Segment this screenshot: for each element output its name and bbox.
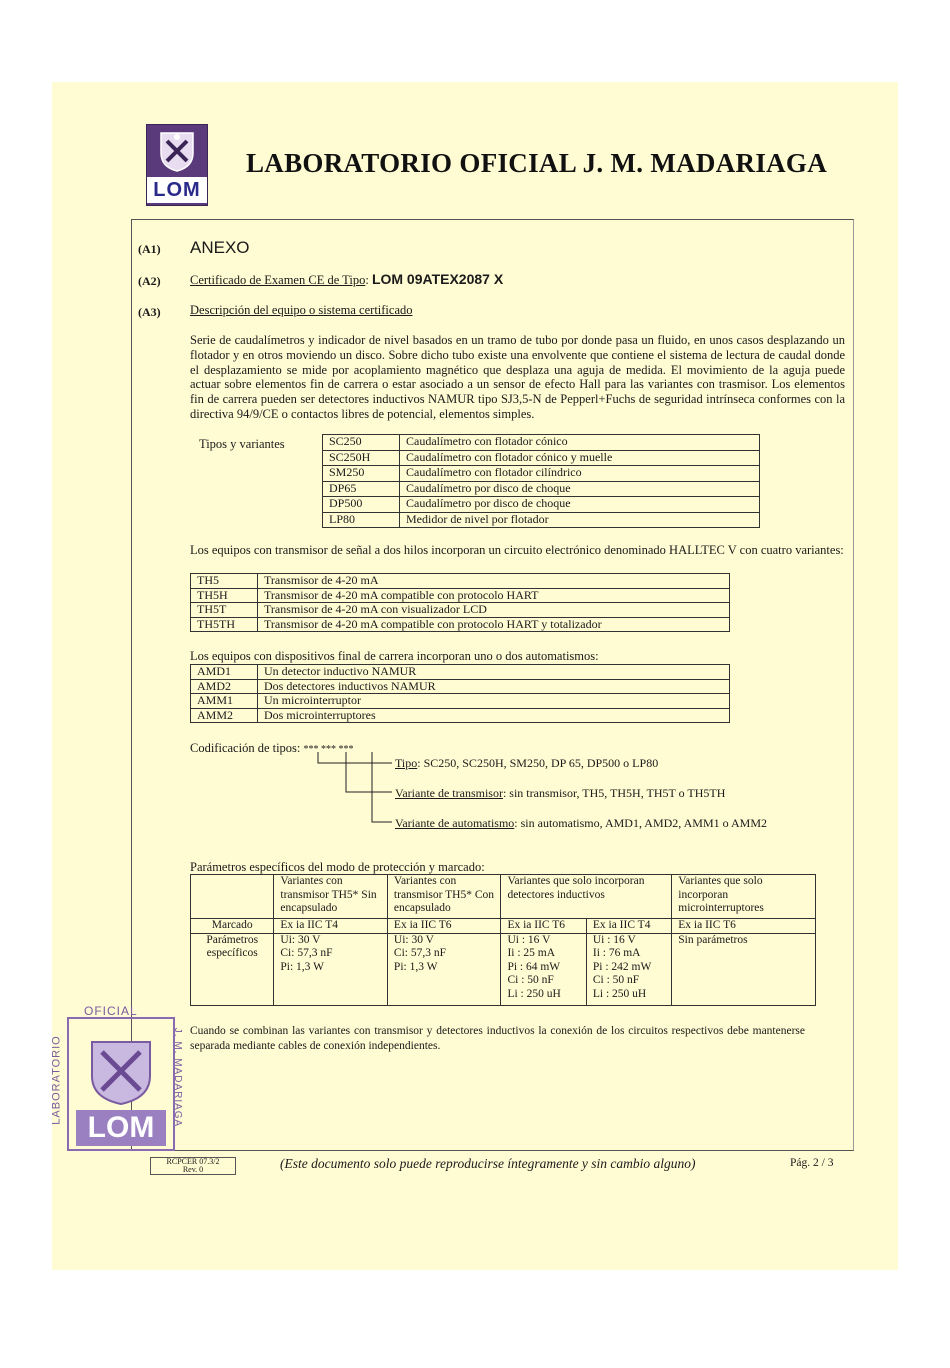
description-paragraph: Serie de caudalímetros y indicador de nivel basados en un tramo de tubo por donde pasa un fluido, en unos casos desplazando un flotador y en otros moviendo un disco. Sobre dicho tubo existe una envolvente que contiene el sistema de lectura de caudal donde el desplazamiento se mide por acoplamiento magnético que desplaza una aguja de medida. El movimiento de la aguja puede actuar sobre elementos fin de carrera o estar asociado a un sensor de efecto Hall para las variantes con trasmisor. Los elementos fin de carrera pueden ser detectores inductivos NAMUR tipo SJ3,5-N de Pepperl+Fuchs de seguridad intrínseca conformes con la directiva 94/9/CE o contactos libres de potencial, elementos simples.	[190, 333, 845, 421]
marcado-cell: Ex ia IIC T6	[387, 919, 501, 934]
param-value: Pi: 1,3 W	[393, 960, 438, 973]
footer-code	[150, 1157, 236, 1175]
description-heading: Descripción del equipo o sistema certificado	[190, 303, 413, 317]
param-value: Ui : 16 V	[507, 933, 551, 946]
table-row	[323, 450, 760, 466]
code-cell: TH5TH	[191, 617, 258, 632]
param-value: Li : 250 uH	[592, 987, 647, 1000]
marcado-cell: Ex ia IIC T6	[672, 919, 816, 934]
lom-logo	[146, 124, 208, 206]
param-value: Ii : 25 mA	[507, 947, 556, 959]
description-cell: Caudalímetro por disco de choque	[400, 497, 760, 513]
table-row	[191, 665, 730, 680]
head-cell: Variantes con transmisor TH5* Sin encapsulado	[274, 875, 388, 919]
code-cell: AMD2	[191, 679, 258, 694]
description-cell: Dos detectores inductivos NAMUR	[258, 679, 730, 694]
param-value: Li : 250 uH	[507, 987, 561, 1000]
param-value: Ui: 30 V	[393, 933, 434, 946]
certificate-number: LOM 09ATEX2087 X	[371, 271, 504, 287]
param-value: Ui: 30 V	[280, 933, 321, 946]
table-row	[323, 497, 760, 513]
description-cell: Transmisor de 4-20 mA	[258, 574, 730, 589]
section-a2-label: (A2)	[138, 274, 161, 288]
table-row	[323, 481, 760, 497]
footer-code-line: RCPCER 07.3/2	[166, 1157, 220, 1166]
head-cell: Variantes que solo incorporan detectores inductivos	[501, 875, 672, 919]
stamp-right-text: J. M. MADARIAGA	[172, 1027, 184, 1128]
transmisor-table	[190, 573, 730, 632]
description-cell: Dos microinterruptores	[258, 708, 730, 723]
section-a1-label: (A1)	[138, 242, 161, 256]
param-cell-4	[586, 933, 671, 1005]
marcado-label: Marcado	[191, 919, 274, 934]
code-cell: TH5H	[191, 588, 258, 603]
description-cell: Caudalímetro por disco de choque	[400, 481, 760, 497]
parametros-head-row	[191, 875, 816, 919]
footer-code-line: Rev. 0	[182, 1165, 204, 1174]
table-row	[191, 679, 730, 694]
codificacion-item-transmisor	[395, 786, 725, 801]
code-cell: DP500	[323, 497, 400, 513]
table-row	[191, 694, 730, 709]
codificacion-line	[190, 741, 354, 756]
logo-text: LOM	[147, 177, 207, 203]
param-cell-3	[501, 933, 586, 1005]
param-cell-1	[274, 933, 388, 1005]
stamp-top-text: OFICIAL	[84, 1004, 138, 1018]
item-text: : sin transmisor, TH5, TH5H, TH5T o TH5TH	[502, 786, 726, 800]
item-name: Tipo	[395, 756, 418, 770]
head-cell: Variantes con transmisor TH5* Con encapsulado	[387, 875, 501, 919]
param-row	[191, 933, 816, 1005]
table-row	[191, 574, 730, 589]
stamp-left-text: LABORATORIO	[50, 1035, 63, 1125]
parametros-table	[190, 874, 816, 1006]
code-cell: SC250H	[323, 450, 400, 466]
description-cell: Caudalímetro con flotador cónico y muelle	[400, 450, 760, 466]
param-value: Pi : 64 mW	[507, 960, 561, 973]
automatismo-intro: Los equipos con dispositivos final de carrera incorporan uno o dos automatismos:	[190, 649, 599, 663]
code-cell: LP80	[323, 512, 400, 528]
stamp-lom: LOM	[87, 1111, 155, 1144]
code-cell: TH5T	[191, 603, 258, 618]
transmisor-intro: Los equipos con transmisor de señal a dos hilos incorporan un circuito electrónico denominado HALLTEC V con cuatro variantes:	[190, 543, 844, 557]
description-cell: Caudalímetro con flotador cilíndrico	[400, 466, 760, 482]
param-value: Ci: 57,3 nF	[393, 947, 447, 959]
description-cell: Medidor de nivel por flotador	[400, 512, 760, 528]
annex-title: ANEXO	[190, 238, 250, 257]
description-cell: Transmisor de 4-20 mA compatible con protocolo HART	[258, 588, 730, 603]
item-text: : SC250, SC250H, SM250, DP 65, DP500 o LP80	[417, 756, 659, 770]
item-name: Variante de automatismo	[395, 816, 515, 830]
marcado-cell: Ex ia IIC T4	[586, 919, 671, 934]
head-cell: Variantes que solo incorporan microinterruptores	[672, 875, 816, 919]
certificate-line	[190, 271, 503, 288]
marcado-row	[191, 919, 816, 934]
head-cell	[191, 875, 274, 919]
codificacion-item-automatismo	[395, 816, 767, 831]
marcado-cell: Ex ia IIC T6	[501, 919, 586, 934]
official-stamp	[50, 1004, 184, 1152]
description-cell: Transmisor de 4-20 mA compatible con protocolo HART y totalizador	[258, 617, 730, 632]
param-value: Ci : 50 nF	[507, 974, 554, 986]
param-value: Ii : 76 mA	[592, 947, 641, 959]
param-label: Parámetros específicos	[191, 933, 274, 1005]
code-cell: DP65	[323, 481, 400, 497]
lab-title: LABORATORIO OFICIAL J. M. MADARIAGA	[246, 148, 828, 178]
colon: :	[365, 273, 369, 287]
codificacion-item-tipo	[395, 756, 658, 771]
param-cell-5: Sin parámetros	[672, 933, 816, 1005]
code-cell: AMM2	[191, 708, 258, 723]
table-row	[323, 466, 760, 482]
section-a3-label: (A3)	[138, 305, 161, 319]
table-row	[191, 603, 730, 618]
description-cell: Caudalímetro con flotador cónico	[400, 435, 760, 451]
codificacion-label: Codificación de tipos:	[190, 741, 301, 755]
param-value: Ci: 57,3 nF	[280, 947, 333, 959]
code-cell: SM250	[323, 466, 400, 482]
parametros-title: Parámetros específicos del modo de protección y marcado:	[190, 860, 485, 874]
table-row	[323, 512, 760, 528]
tipos-label: Tipos y variantes	[199, 437, 285, 451]
description-cell: Un detector inductivo NAMUR	[258, 665, 730, 680]
page-number: Pág. 2 / 3	[790, 1157, 834, 1169]
code-cell: AMD1	[191, 665, 258, 680]
param-value: Pi: 1,3 W	[280, 960, 324, 973]
code-cell: SC250	[323, 435, 400, 451]
tipos-table	[322, 434, 760, 528]
param-value: Ci : 50 nF	[592, 974, 640, 986]
table-row	[323, 435, 760, 451]
description-cell: Transmisor de 4-20 mA con visualizador LCD	[258, 603, 730, 618]
table-row	[191, 708, 730, 723]
crest-icon	[153, 129, 201, 173]
table-row	[191, 588, 730, 603]
item-name: Variante de transmisor	[395, 786, 503, 800]
certificate-label: Certificado de Examen CE de Tipo	[190, 273, 366, 287]
item-text: : sin automatismo, AMD1, AMD2, AMM1 o AMM2	[514, 816, 767, 830]
code-cell: TH5	[191, 574, 258, 589]
separation-note: Cuando se combinan las variantes con transmisor y detectores inductivos la conexión de los circuitos respectivos debe mantenerse separada mediante cables de conexión independientes.	[190, 1025, 805, 1052]
marcado-cell: Ex ia IIC T4	[274, 919, 388, 934]
table-row	[191, 617, 730, 632]
param-value: Pi : 242 mW	[592, 960, 652, 973]
description-cell: Un microinterruptor	[258, 694, 730, 709]
param-cell-2	[387, 933, 501, 1005]
code-cell: AMM1	[191, 694, 258, 709]
param-value: Ui : 16 V	[592, 933, 636, 946]
footer-note: (Este documento solo puede reproducirse íntegramente y sin cambio alguno)	[280, 1156, 696, 1171]
codificacion-pattern: *** *** ***	[303, 744, 354, 755]
automatismo-table	[190, 664, 730, 723]
